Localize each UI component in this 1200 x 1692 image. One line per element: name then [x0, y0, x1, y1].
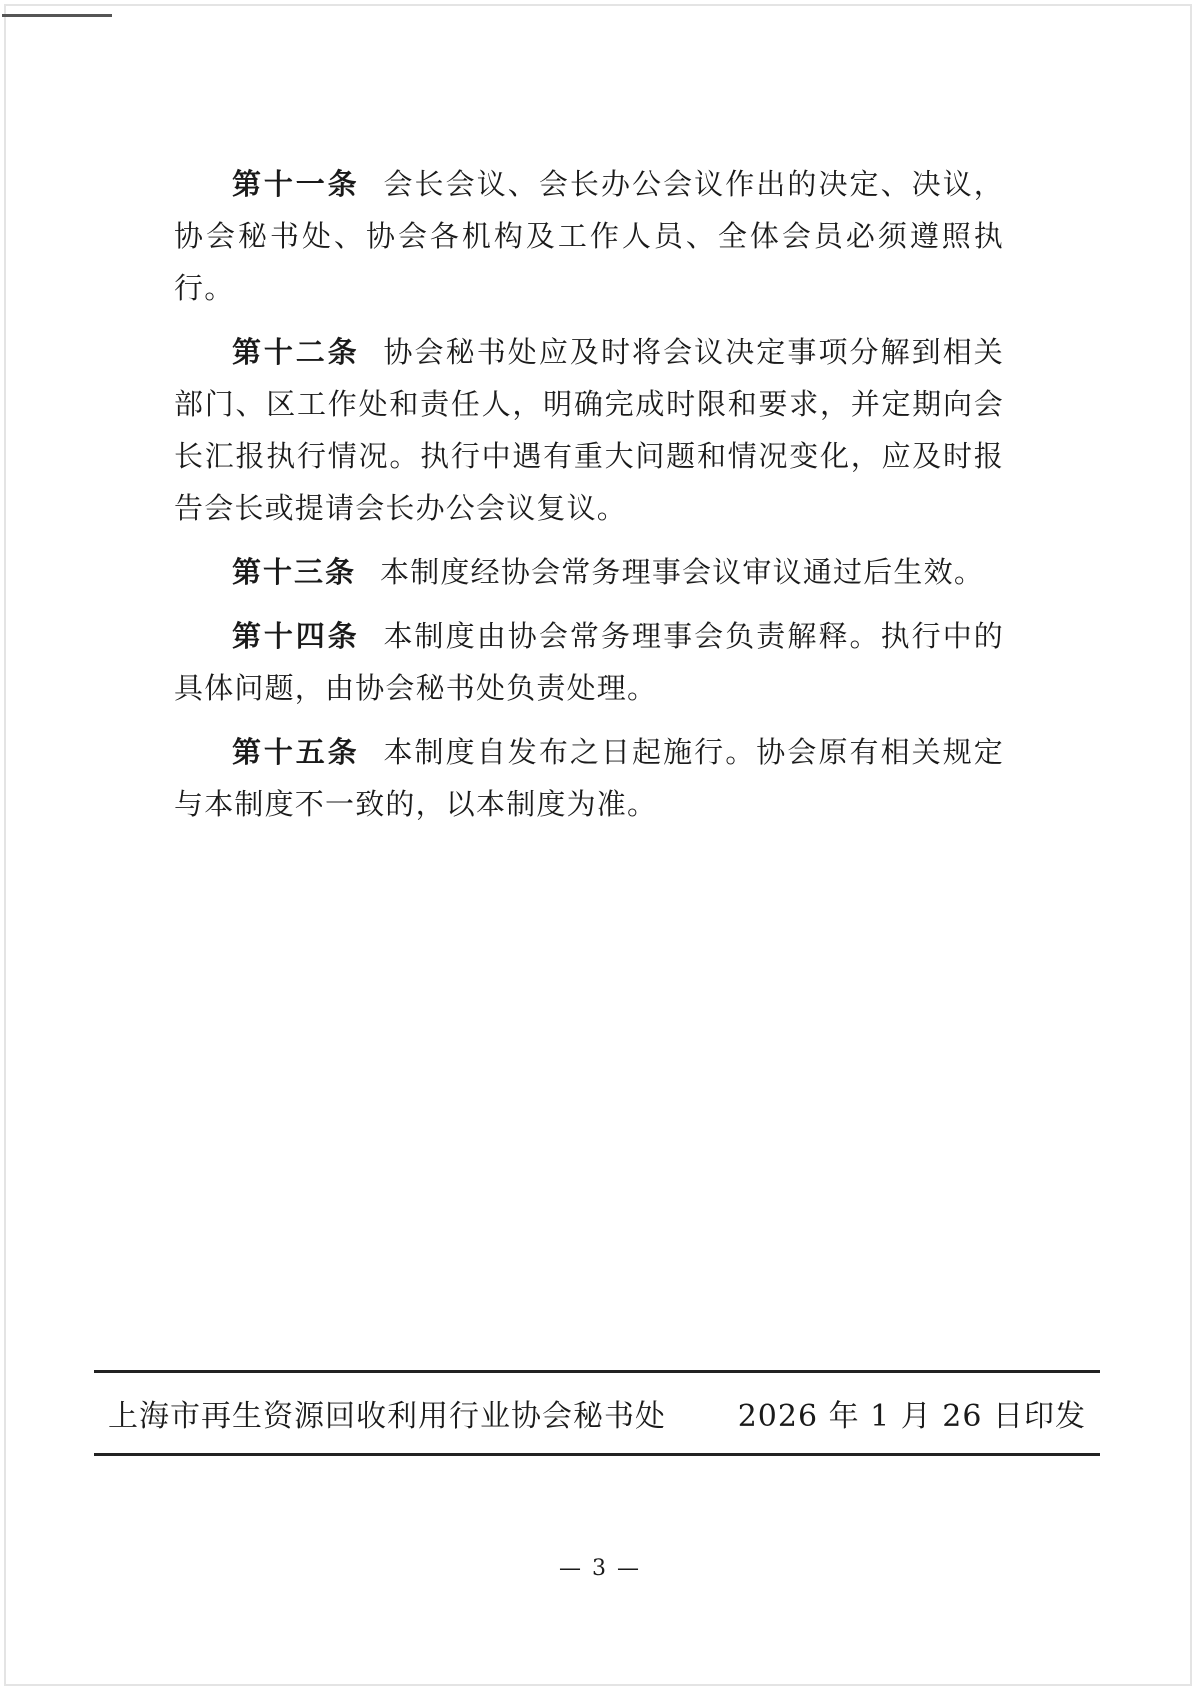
- article-text: 会长会议、会长办公会议作出的决定、决议，协会秘书处、协会各机构及工作人员、全体会员必须遵照执行。: [174, 167, 1004, 305]
- issuance-footer: [94, 1370, 1100, 1456]
- article-number: 第十三条: [232, 555, 357, 589]
- article-number: 第十二条: [232, 335, 360, 369]
- article-15: [174, 726, 1004, 830]
- article-14: [174, 610, 1004, 714]
- article-number: 第十五条: [232, 735, 360, 769]
- article-text: 本制度由协会常务理事会负责解释。执行中的具体问题，由协会秘书处负责处理。: [174, 619, 1004, 705]
- article-list: [174, 158, 1004, 842]
- scan-corner-mark: [2, 14, 112, 17]
- issue-date: 2026 年 1 月 26 日印发: [737, 1399, 1086, 1434]
- article-12: [174, 326, 1004, 534]
- article-number: 第十一条: [232, 167, 360, 201]
- article-11: [174, 158, 1004, 314]
- article-text: 本制度自发布之日起施行。协会原有相关规定与本制度不一致的，以本制度为准。: [174, 735, 1004, 821]
- article-text: 协会秘书处应及时将会议决定事项分解到相关部门、区工作处和责任人，明确完成时限和要求，并定期向会长汇报执行情况。执行中遇有重大问题和情况变化，应及时报告会长或提请会长办公会议复议。: [174, 335, 1004, 525]
- article-13: [174, 546, 1004, 598]
- article-number: 第十四条: [232, 619, 360, 653]
- issuer-name: 上海市再生资源回收利用行业协会秘书处: [108, 1399, 666, 1434]
- page-number: — 3 —: [559, 1556, 641, 1581]
- footer-bottom-rule: [94, 1453, 1100, 1456]
- footer-row: [94, 1373, 1100, 1453]
- article-text: 本制度经协会常务理事会议审议通过后生效。: [380, 555, 985, 589]
